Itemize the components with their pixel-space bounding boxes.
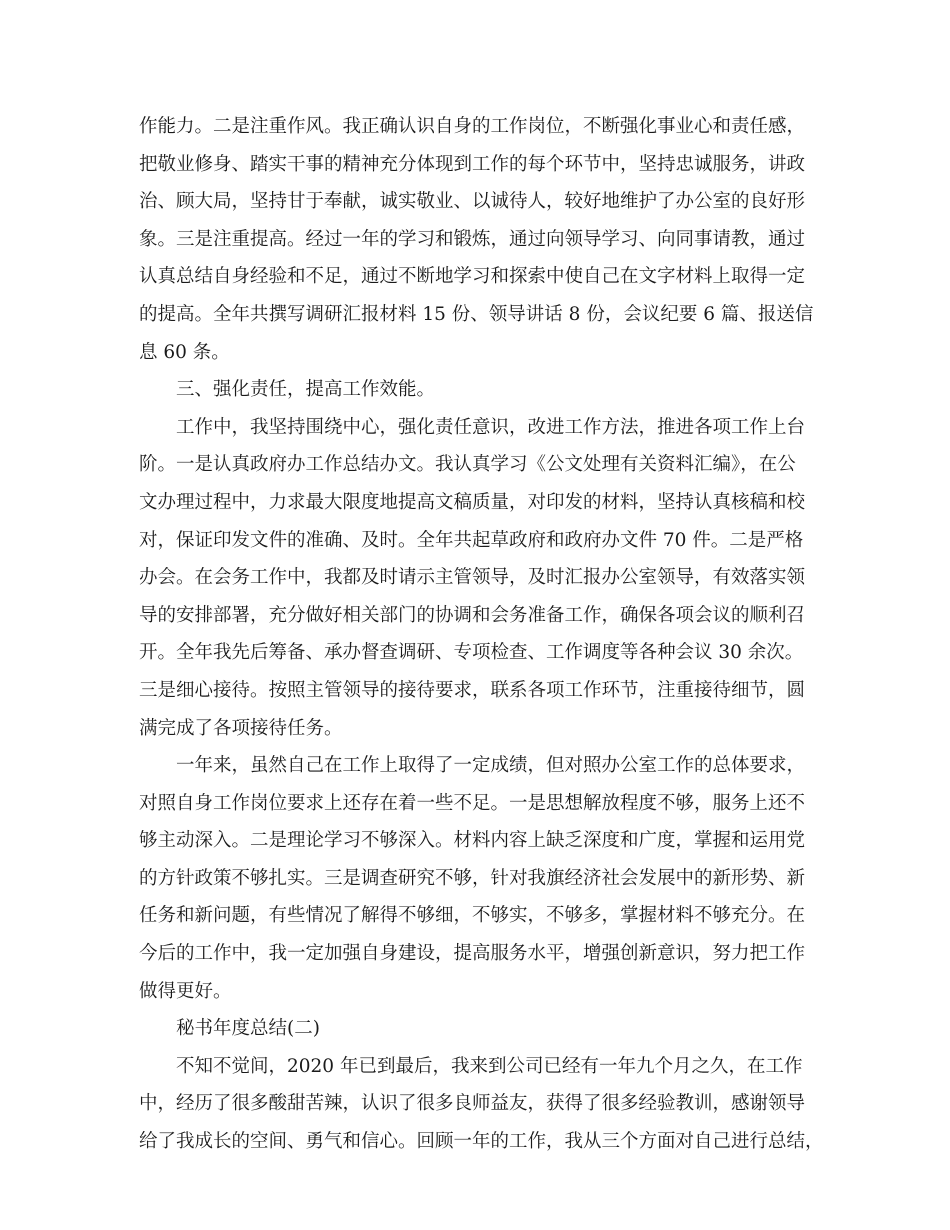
section-heading <box>139 371 825 409</box>
paragraph-intro-two <box>139 1048 825 1161</box>
text-line: 任务和新问题，有些情况了解得不够细，不够实，不够多，掌握材料不够充分。在 <box>139 905 806 927</box>
text-line: 作能力。二是注重作风。我正确认识自身的工作岗位，不断强化事业心和责任感， <box>139 116 806 137</box>
text-line: 秘书年度总结(二) <box>176 1018 320 1040</box>
text-line: 三是细心接待。按照主管领导的接待要求，联系各项工作环节，注重接待细节，圆 <box>139 679 806 701</box>
text-line: 办会。在会务工作中，我都及时请示主管领导，及时汇报办公室领导，有效落实领 <box>139 567 806 589</box>
text-line: 给了我成长的空间、勇气和信心。回顾一年的工作，我从三个方面对自己进行总结， <box>139 1131 824 1153</box>
paragraph-shortcomings <box>139 747 825 1010</box>
text-line: 对照自身工作岗位要求上还存在着一些不足。一是思想解放程度不够，服务上还不 <box>139 792 806 814</box>
text-line: 阶。一是认真政府办工作总结办文。我认真学习《公文处理有关资料汇编》，在公 <box>139 454 796 476</box>
text-line: 不知不觉间，2020 年已到最后，我来到公司已经有一年九个月之久，在工作 <box>176 1055 803 1077</box>
paragraph-work-style <box>139 108 825 371</box>
text-line: 工作中，我坚持围绕中心，强化责任意识，改进工作方法，推进各项工作上台 <box>176 416 806 438</box>
text-line: 中，经历了很多酸甜苦辣，认识了很多良师益友，获得了很多经验教训，感谢领导 <box>139 1093 806 1115</box>
document-subtitle <box>139 1010 825 1048</box>
text-line: 满完成了各项接待任务。 <box>139 717 343 739</box>
text-line: 认真总结自身经验和不足，通过不断地学习和探索中使自己在文字材料上取得一定 <box>139 266 806 288</box>
text-line: 的提高。全年共撰写调研汇报材料 15 份、领导讲话 8 份，会议纪要 6 篇、报送信 <box>139 303 814 325</box>
text-line: 开。全年我先后筹备、承办督查调研、专项检查、工作调度等各种会议 30 余次。 <box>139 642 804 664</box>
text-line: 息 60 条。 <box>139 341 230 363</box>
text-line: 今后的工作中，我一定加强自身建设，提高服务水平，增强创新意识，努力把工作 <box>139 943 806 965</box>
text-line: 文办理过程中，力求最大限度地提高文稿质量，对印发的材料，坚持认真核稿和校 <box>139 491 806 513</box>
text-line: 三、强化责任，提高工作效能。 <box>176 379 436 401</box>
document-page <box>139 108 825 1161</box>
text-line: 的方针政策不够扎实。三是调查研究不够，针对我旗经济社会发展中的新形势、新 <box>139 867 806 889</box>
text-line: 把敬业修身、踏实干事的精神充分体现到工作的每个环节中，坚持忠诚服务，讲政 <box>139 153 806 175</box>
paragraph-responsibility <box>139 409 825 747</box>
text-line: 治、顾大局，坚持甘于奉献，诚实敬业、以诚待人，较好地维护了办公室的良好形 <box>139 191 806 213</box>
text-line: 一年来，虽然自己在工作上取得了一定成绩，但对照办公室工作的总体要求， <box>176 755 806 777</box>
text-line: 够主动深入。二是理论学习不够深入。材料内容上缺乏深度和广度，掌握和运用党 <box>139 830 806 852</box>
text-line: 做得更好。 <box>139 980 232 1002</box>
text-line: 对，保证印发文件的准确、及时。全年共起草政府和政府办文件 70 件。二是严格 <box>139 529 804 551</box>
text-line: 导的安排部署，充分做好相关部门的协调和会务准备工作，确保各项会议的顺利召 <box>139 604 806 626</box>
text-line: 象。三是注重提高。经过一年的学习和锻炼，通过向领导学习、向同事请教，通过 <box>139 228 806 250</box>
